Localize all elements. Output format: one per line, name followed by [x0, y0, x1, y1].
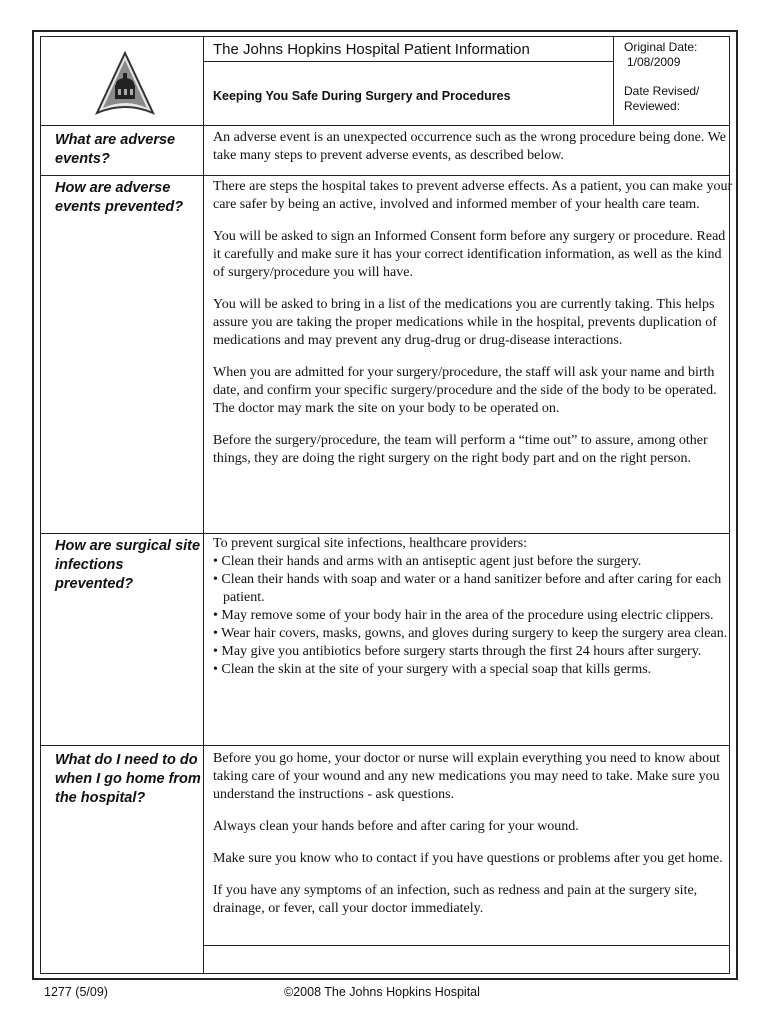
- answer-adverse-events: [213, 129, 733, 165]
- form-number: 1277 (5/09): [44, 985, 108, 999]
- date-revised-label: Date Revised/: [624, 84, 700, 98]
- paragraph: An adverse event is an unexpected occurrence such as the wrong procedure being done. We take many steps to prevent adverse events, as described below.: [213, 130, 726, 163]
- paragraph: To prevent surgical site infections, healthcare providers:: [213, 536, 528, 551]
- list-item: • Wear hair covers, masks, gowns, and gloves during surgery to keep the surgery area clean.: [213, 626, 728, 641]
- original-date-value: 1/08/2009: [627, 55, 681, 69]
- question-surgical-infections: How are surgical site infections prevented?: [55, 538, 201, 592]
- list-item: • May remove some of your body hair in the area of the procedure using electric clippers.: [213, 608, 714, 623]
- paragraph: You will be asked to sign an Informed Consent form before any surgery or procedure. Read it carefully and make sure it has your correct identification information, as well as the kind of surgery/procedure you will have.: [213, 229, 726, 280]
- paragraph: When you are admitted for your surgery/procedure, the staff will ask your name and birth date, and confirm your specific surgery/procedure and the side of the body to be operated. The doctor may mark the site on your body to be operated on.: [213, 365, 717, 416]
- original-date-label: Original Date:: [624, 40, 698, 54]
- section-divider: [41, 533, 729, 534]
- list-item: • May give you antibiotics before surgery starts through the first 24 hours after surgery.: [213, 644, 702, 659]
- document-frame: [32, 30, 738, 980]
- answer-surgical-infections: [213, 535, 733, 679]
- question-adverse-prevented: How are adverse events prevented?: [55, 180, 184, 215]
- list-item: • Clean the skin at the site of your surgery with a special soap that kills germs.: [213, 662, 652, 677]
- section-divider: [41, 745, 729, 746]
- date-box: [613, 37, 734, 125]
- paragraph: You will be asked to bring in a list of the medications you are currently taking. This helps assure you are taking the proper medications while in the hospital, prevents duplication of medications and may prevent any drug-drug or drug-disease interactions.: [213, 297, 717, 348]
- page-title: The Johns Hopkins Hospital Patient Information: [213, 41, 530, 58]
- section-divider: [41, 175, 729, 176]
- answer-going-home: [213, 750, 733, 918]
- copyright: ©2008 The Johns Hopkins Hospital: [284, 985, 480, 999]
- paragraph: Before the surgery/procedure, the team will perform a “time out” to assure, among other things, they are doing the right surgery on the right body part and on the right person.: [213, 433, 708, 466]
- title-divider: [203, 61, 613, 62]
- hospital-logo-icon: [95, 51, 155, 117]
- paragraph: Make sure you know who to contact if you have questions or problems after you get home.: [213, 851, 723, 866]
- paragraph: If you have any symptoms of an infection, such as redness and pain at the surgery site, drainage, or fever, call your doctor immediately.: [213, 883, 698, 916]
- document-subtitle: Keeping You Safe During Surgery and Procedures: [213, 89, 511, 103]
- question-adverse-events: What are adverse events?: [55, 132, 176, 167]
- question-going-home: What do I need to do when I go home from the hospital?: [55, 752, 201, 806]
- section-divider: [203, 945, 729, 946]
- paragraph: There are steps the hospital takes to prevent adverse effects. As a patient, you can make your care safer by being an active, involved and informed member of your health care team.: [213, 179, 733, 212]
- document-inner-frame: [40, 36, 733, 974]
- answer-adverse-prevented: [213, 178, 733, 468]
- paragraph: Before you go home, your doctor or nurse will explain everything you need to know about taking care of your wound and any new medications you may need to take. Make sure you understand the instructions - ask questions.: [213, 751, 720, 802]
- header-divider: [41, 125, 729, 126]
- date-reviewed-label: Reviewed:: [624, 99, 681, 113]
- list-item: • Clean their hands and arms with an antiseptic agent just before the surgery.: [213, 554, 642, 569]
- column-divider: [203, 37, 204, 973]
- paragraph: Always clean your hands before and after caring for your wound.: [213, 819, 579, 834]
- list-item: • Clean their hands with soap and water or a hand sanitizer before and after caring for each patient.: [213, 572, 722, 605]
